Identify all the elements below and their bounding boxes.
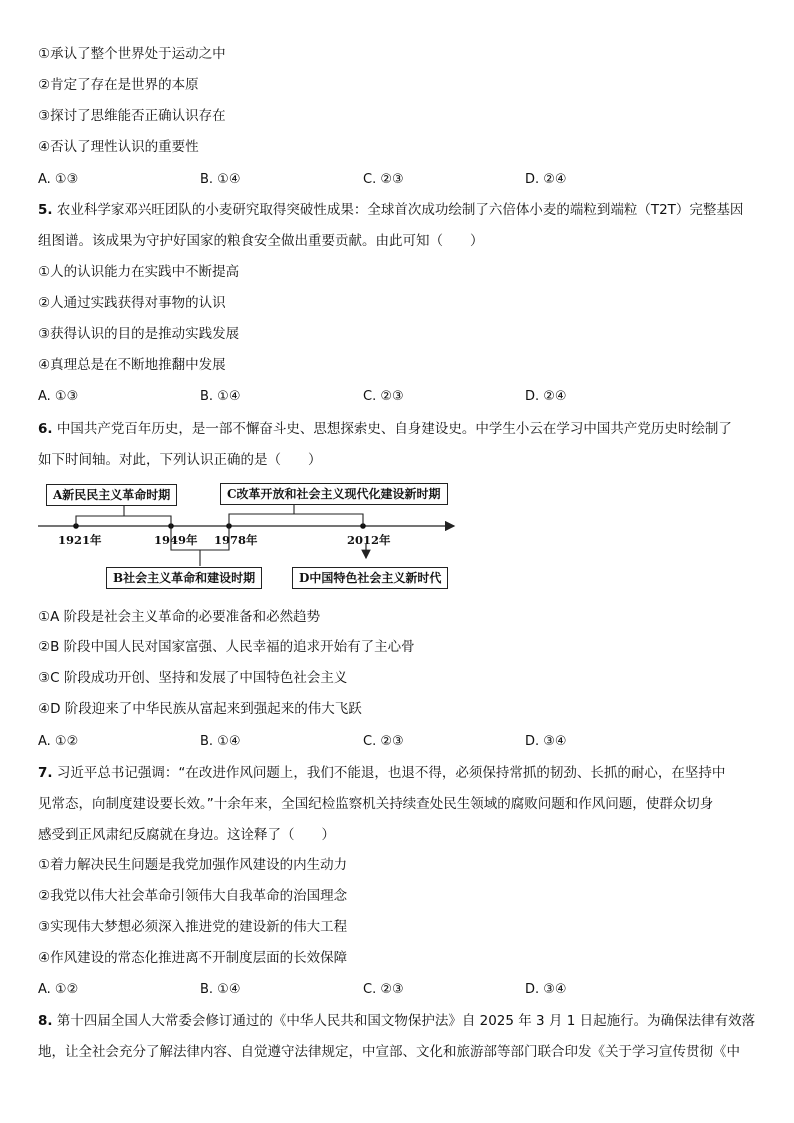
q5-option-a: A. ①③ [38, 389, 79, 404]
q5-options [38, 389, 758, 407]
q6-item-3: ③C 阶段成功开创、坚持和发展了中国特色社会主义 [38, 670, 348, 686]
q4-option-d: D. ②④ [525, 172, 567, 187]
q7-option-d: D. ③④ [525, 982, 567, 997]
q4-item-4: ④否认了理性认识的重要性 [38, 139, 199, 155]
q6-stem-line-1: 中国共产党百年历史，是一部不懈奋斗史、思想探索史、自身建设史。中学生小云在学习中国共产党历史时绘制了 [56, 421, 732, 437]
q6-option-a: A. ①② [38, 734, 79, 749]
q7-item-4: ④作风建设的常态化推进离不开制度层面的长效保障 [38, 950, 348, 966]
q6-number: 6. [38, 421, 53, 437]
q5-stem-line-1: 农业科学家邓兴旺团队的小麦研究取得突破性成果：全球首次成功绘制了六倍体小麦的端粒到端粒（T2T）完整基因 [56, 202, 744, 218]
q7-option-c: C. ②③ [363, 982, 404, 997]
year-1949: 1949年 [154, 533, 198, 547]
q4-option-a: A. ①③ [38, 172, 79, 187]
timeline-box-d: D中国特色社会主义新时代 [292, 567, 448, 589]
q6-option-d: D. ③④ [525, 734, 567, 749]
q6-item-1: ①A 阶段是社会主义革命的必要准备和必然趋势 [38, 609, 321, 625]
q5-item-2: ②人通过实践获得对事物的认识 [38, 295, 226, 311]
q5-stem-line-2: 组图谱。该成果为守护好国家的粮食安全做出重要贡献。由此可知（ ） [38, 233, 484, 249]
q7-stem-line-2: 见常态，向制度建设要长效。”十余年来，全国纪检监察机关持续查处民生领域的腐败问题和作风问题，使群众切身 [38, 796, 714, 812]
q7-options [38, 982, 758, 1000]
q7-option-b: B. ①④ [200, 982, 241, 997]
q4-options [38, 172, 758, 190]
q5-item-3: ③获得认识的目的是推动实践发展 [38, 326, 240, 342]
q8-stem [38, 1006, 760, 1068]
q4-option-b: B. ①④ [200, 172, 241, 187]
year-1978: 1978年 [214, 533, 258, 547]
timeline-box-b: B社会主义革命和建设时期 [106, 567, 262, 589]
q7-item-3: ③实现伟大梦想必须深入推进党的建设新的伟大工程 [38, 919, 348, 935]
q7-stem-line-3: 感受到正风肃纪反腐就在身边。这诠释了（ ） [38, 827, 335, 843]
q7-option-a: A. ①② [38, 982, 79, 997]
q5-option-c: C. ②③ [363, 389, 404, 404]
year-2012: 2012年 [347, 533, 391, 547]
q5-stem [38, 195, 760, 257]
q8-stem-line-2: 地，让全社会充分了解法律内容、自觉遵守法律规定，中宣部、文化和旅游部等部门联合印发《关于学习宣传贯彻《中 [38, 1044, 740, 1060]
q5-number: 5. [38, 202, 53, 218]
q7-number: 7. [38, 765, 53, 781]
q6-timeline [36, 478, 476, 593]
q4-item-2: ②肯定了存在是世界的本原 [38, 77, 199, 93]
q6-item-2: ②B 阶段中国人民对国家富强、人民幸福的追求开始有了主心骨 [38, 639, 415, 655]
q5-option-d: D. ②④ [525, 389, 567, 404]
q7-stem [38, 758, 760, 851]
q6-option-b: B. ①④ [200, 734, 241, 749]
q5-item-1: ①人的认识能力在实践中不断提高 [38, 264, 240, 280]
q8-stem-line-1: 第十四届全国人大常委会修订通过的《中华人民共和国文物保护法》自 2025 年 3 月 1 日起施行。为确保法律有效落 [56, 1013, 756, 1029]
bracket-a [76, 516, 171, 526]
q7-stem-line-1: 习近平总书记强调：“在改进作风问题上，我们不能退，也退不得，必须保持常抓的韧劲、长抓的耐心，在坚持中 [56, 765, 726, 781]
q7-item-2: ②我党以伟大社会革命引领伟大自我革命的治国理念 [38, 888, 348, 904]
q4-item-3: ③探讨了思维能否正确认识存在 [38, 108, 226, 124]
q6-option-c: C. ②③ [363, 734, 404, 749]
q6-stem-line-2: 如下时间轴。对此，下列认识正确的是（ ） [38, 452, 322, 468]
q7-item-1: ①着力解决民生问题是我党加强作风建设的内生动力 [38, 857, 348, 873]
timeline-box-c: C改革开放和社会主义现代化建设新时期 [220, 483, 448, 505]
year-1921: 1921年 [58, 533, 102, 547]
q6-options [38, 734, 758, 752]
q4-item-1: ①承认了整个世界处于运动之中 [38, 46, 226, 62]
q4-option-c: C. ②③ [363, 172, 404, 187]
q8-number: 8. [38, 1013, 53, 1029]
q5-item-4: ④真理总是在不断地推翻中发展 [38, 357, 226, 373]
q6-stem [38, 414, 760, 476]
q5-option-b: B. ①④ [200, 389, 241, 404]
timeline-box-a: A新民民主义革命时期 [46, 484, 177, 506]
q6-item-4: ④D 阶段迎来了中华民族从富起来到强起来的伟大飞跃 [38, 701, 362, 717]
bracket-c [229, 514, 363, 526]
